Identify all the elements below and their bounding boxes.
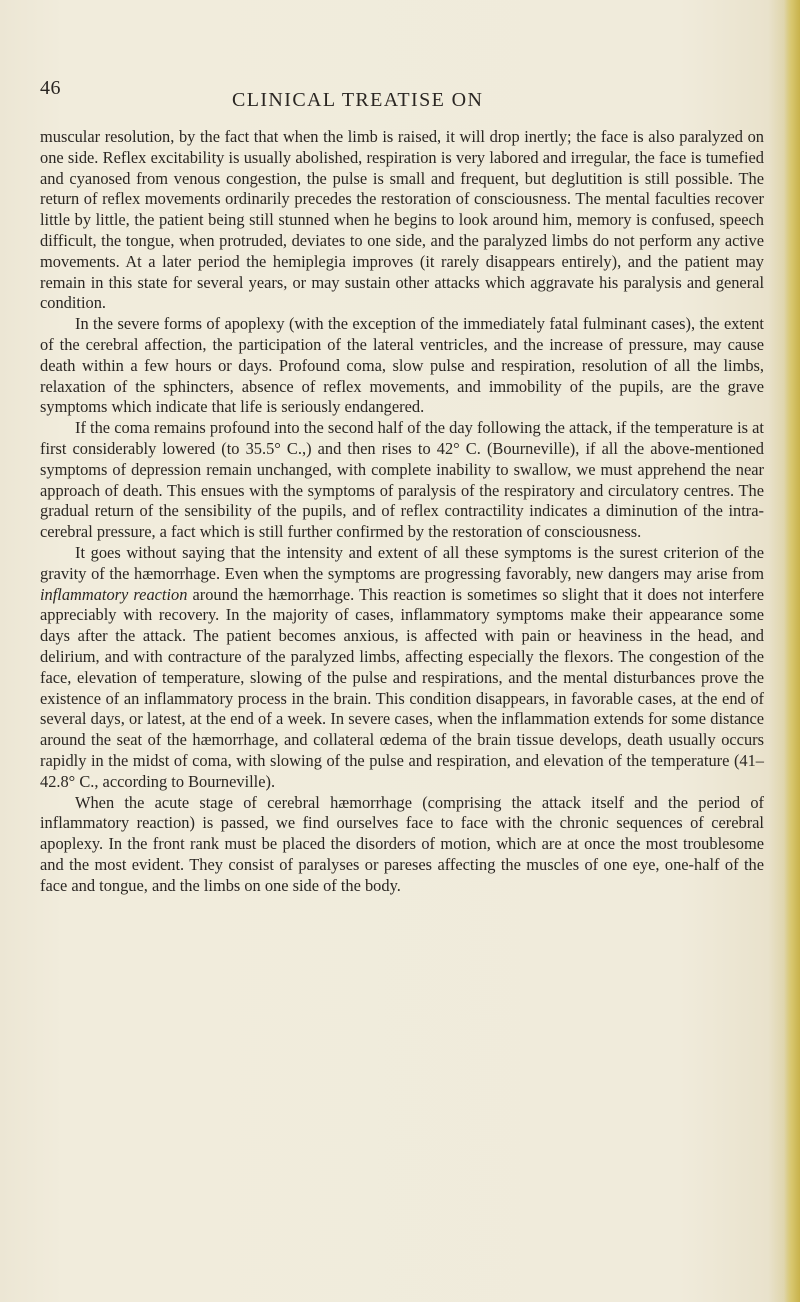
paragraph-3: If the coma remains profound into the second half of the day following the attack, if the temperature is at first considerably lowered (to 35.5° C.,) and then rises to 42° C. (Bourneville), if all the above-mentioned symptoms of depression remain unchanged, with complete inability to swallow, we must apprehend the near approach of death. This ensues with the symptoms of paralysis of the respiratory and circulatory centres. The gradual return of the sensibility of the pupils, and of reflex contractility indicates a diminution of the intra-cerebral pressure, a fact which is still further confirmed by the restoration of consciousness. <box>40 418 764 542</box>
paragraph-4 <box>40 543 764 793</box>
running-head: CLINICAL TREATISE ON <box>232 89 484 111</box>
page-edge-shadow <box>784 0 800 1302</box>
paragraph-4-text-after: around the hæmorrhage. This reaction is sometimes so slight that it does not interfere appreciably with recovery. In the majority of cases, inflammatory symptoms make their appearance some days after the attack. The patient becomes anxious, is affected with pain or heaviness in the head, and delirium, and with contracture of the paralyzed limbs, affecting especially the flexors. The congestion of the face, elevation of temperature, slowing of the pulse and respirations, and the mental disturbances prove the existence of an inflammatory process in the brain. This condition disappears, in favorable cases, at the end of several days, or latest, at the end of a week. In severe cases, when the inflammation extends for some distance around the seat of the hæmorrhage, and collateral œdema of the brain tissue develops, death usually occurs rapidly in the midst of coma, with slowing of the pulse and respiration, and elevation of the temperature (41–42.8° C., according to Bourneville). <box>40 584 764 791</box>
paragraph-5: When the acute stage of cerebral hæmorrhage (comprising the attack itself and the period of inflammatory reaction) is passed, we find ourselves face to face with the chronic sequences of cerebral apoplexy. In the front rank must be placed the disorders of motion, which are at once the most troublesome and the most evident. They consist of paralyses or pareses affecting the muscles of one eye, one-half of the face and tongue, and the limbs on one side of the body. <box>40 792 764 895</box>
paragraph-4-text-before: It goes without saying that the intensity and extent of all these symptoms is the surest criterion of the gravity of the hæmorrhage. Even when the symptoms are progressing favorably, new dangers may arise from <box>40 542 764 583</box>
paragraph-1: muscular resolution, by the fact that when the limb is raised, it will drop inertly; the face is also paralyzed on one side. Reflex excitability is usually abolished, respiration is very labored and irregular, the face is tumefied and cyanosed from venous congestion, the pulse is small and frequent, but deglutition is still possible. The return of reflex movements ordinarily precedes the restoration of consciousness. The mental faculties recover little by little, the patient being still stunned when he begins to look around him, memory is confused, speech difficult, the tongue, when protruded, deviates to one side, and the paralyzed limbs do not perform any active movements. At a later period the hemiplegia improves (it rarely disappears entirely), and the patient may remain in this state for several years, or may sustain other attacks which aggravate his paralysis and general condition. <box>40 127 764 313</box>
body-text <box>40 127 764 896</box>
paragraph-4-italic-term: inflammatory reaction <box>40 584 188 604</box>
paragraph-2: In the severe forms of apoplexy (with the exception of the immediately fatal fulminant cases), the extent of the cerebral affection, the participation of the lateral ventricles, and the increase of pressure, may cause death within a few hours or days. Profound coma, slow pulse and respiration, resolution of all the limbs, relaxation of the sphincters, absence of reflex movements, and immobility of the pupils, are the grave symptoms which indicate that life is seriously endangered. <box>40 314 764 417</box>
page-number: 46 <box>40 77 61 99</box>
